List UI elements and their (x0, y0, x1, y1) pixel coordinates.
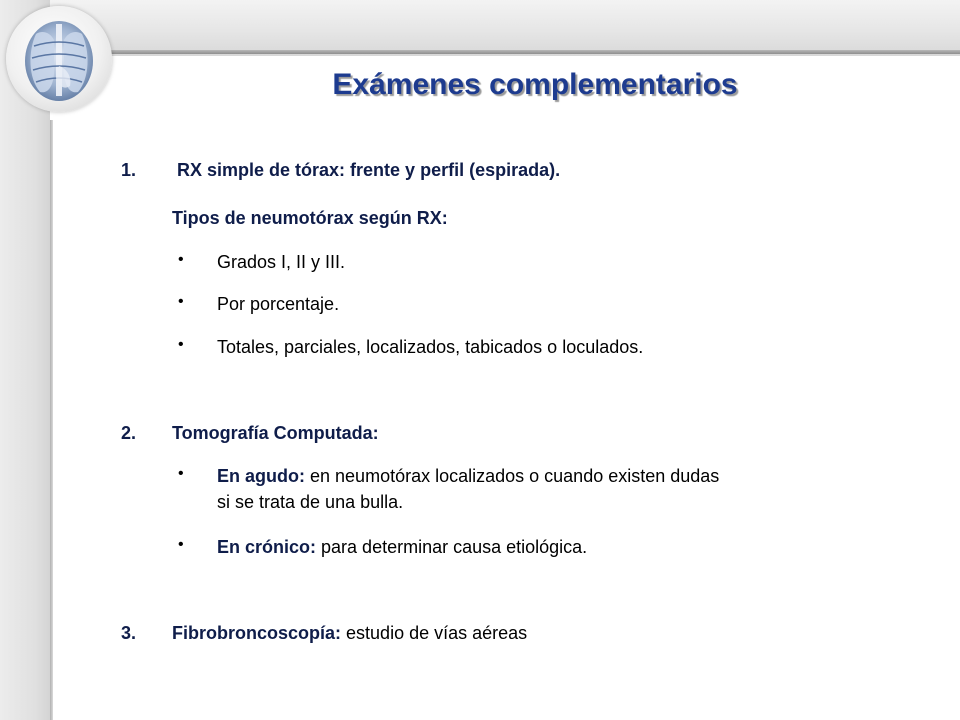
bullet-marker: • (178, 336, 184, 353)
bullet-marker: • (178, 293, 184, 310)
item-2-bullet-1 (217, 464, 719, 488)
bullet-marker: • (178, 536, 184, 553)
item-1-heading: RX simple de tórax: frente y perfil (espirada). (177, 160, 561, 180)
side-divider (50, 120, 53, 720)
item-2-bullet-2 (217, 535, 587, 559)
bullet-marker: • (178, 465, 184, 482)
item-1-bullet-3: Totales, parciales, localizados, tabicados o loculados. (217, 337, 644, 357)
bullet-marker: • (178, 251, 184, 268)
item-3-text: estudio de vías aéreas (346, 623, 528, 643)
item-2-bullet-2-text: para determinar causa etiológica. (321, 537, 588, 557)
header-divider (110, 50, 960, 54)
chest-xray-icon (6, 6, 112, 112)
item-1-number: 1. (121, 160, 137, 180)
item-2-bullet-1-text: en neumotórax localizados o cuando existen dudas (310, 466, 720, 486)
item-2-bullet-2-bold: En crónico: (217, 537, 317, 557)
slide-title: Exámenes complementarios (332, 68, 738, 101)
item-1-bullet-2: Por porcentaje. (217, 294, 340, 314)
item-3-line (172, 621, 527, 645)
item-2-number: 2. (121, 423, 137, 443)
item-3-number: 3. (121, 623, 137, 643)
top-header-band (0, 0, 960, 56)
item-1-subheading: Tipos de neumotórax según RX: (172, 208, 448, 228)
item-2-heading: Tomografía Computada: (172, 423, 379, 443)
item-2-bullet-1-continuation: si se trata de una bulla. (217, 492, 404, 512)
item-2-bullet-1-bold: En agudo: (217, 466, 305, 486)
item-1-bullet-1: Grados I, II y III. (217, 252, 346, 272)
item-3-heading: Fibrobroncoscopía: (172, 623, 342, 643)
